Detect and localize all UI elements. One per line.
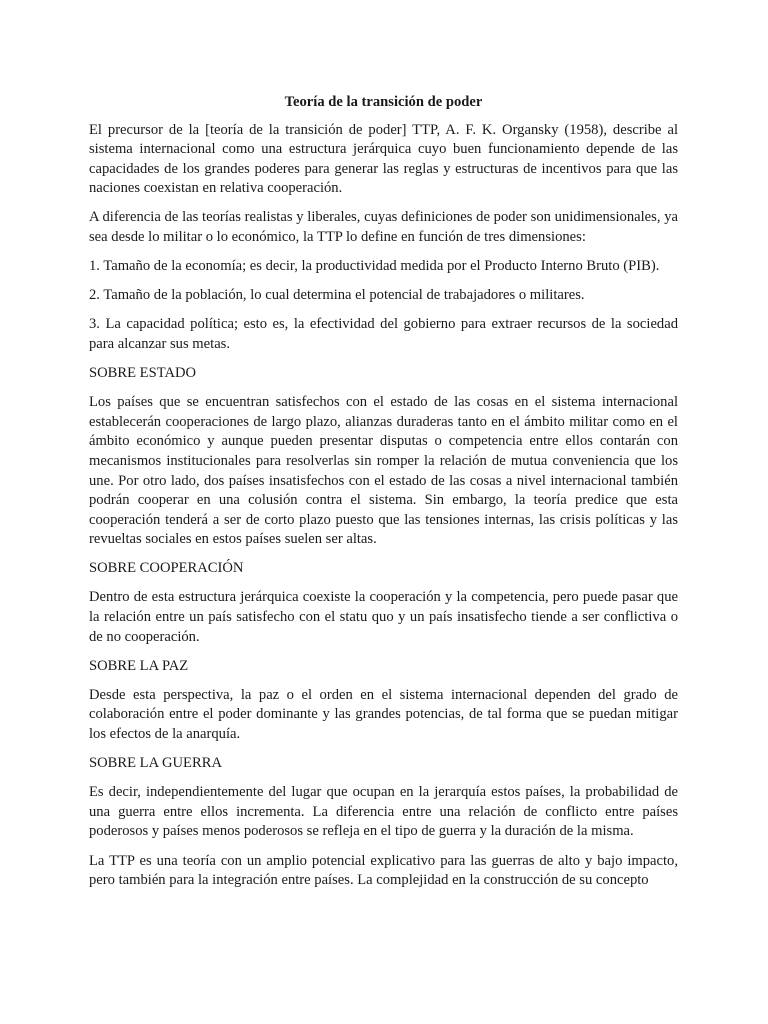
dimension-item-political-capacity: 3. La capacidad política; esto es, la efectividad del gobierno para extraer recursos de la sociedad para alcanzar sus metas. bbox=[89, 316, 678, 352]
section-text-paz: Desde esta perspectiva, la paz o el orden en el sistema internacional dependen del grado de colaboración entre el poder dominante y las grandes potencias, de tal forma que se puedan mitigar los efectos de la anarquía. bbox=[89, 686, 678, 743]
section-text-cooperacion: Dentro de esta estructura jerárquica coexiste la cooperación y la competencia, pero puede pasar que la relación entre un país satisfecho con el statu quo y un país insatisfecho tiende a ser conflictiva o de no cooperación. bbox=[89, 589, 678, 645]
section-heading-guerra: SOBRE LA GUERRA bbox=[89, 755, 222, 772]
section-text-estado: Los países que se encuentran satisfechos con el estado de las cosas en el sistema internacional establecerán cooperaciones de largo plazo, alianzas duraderas tanto en el ámbito militar como en el ámbito económico y aunque pueden presentar disputas o competencia entre ellos contarán con mecanismos institucionales para resolverlas sin romper la relación de mutua conveniencia que los une. Por otro lado, dos países insatisfechos con el estado de las cosas a nivel internacional también podrán cooperar en una colusión contra el sistema. Sin embargo, la teoría predice que esta cooperación tenderá a ser de corto plazo puesto que las tensiones internas, las crisis políticas y las revueltas sociales en estos países suelen ser altas. bbox=[89, 394, 678, 548]
dimension-item-economy: 1. Tamaño de la economía; es decir, la productividad medida por el Producto Interno Bruto (PIB). bbox=[89, 258, 660, 275]
dimensions-intro-paragraph: A diferencia de las teorías realistas y liberales, cuyas definiciones de poder son unidimensionales, ya sea desde lo militar o lo económico, la TTP lo define en función de tres dimensiones: bbox=[89, 209, 678, 246]
section-heading-paz: SOBRE LA PAZ bbox=[89, 657, 189, 674]
document-body bbox=[89, 93, 678, 900]
dimension-item-population: 2. Tamaño de la población, lo cual determina el potencial de trabajadores o militares. bbox=[89, 287, 585, 304]
section-text-guerra: Es decir, independientemente del lugar que ocupan en la jerarquía estos países, la probabilidad de una guerra entre ellos incrementa. La diferencia entre una relación de conflicto entre países poderosos y países menos poderosos se refleja en el tipo de guerra y la duración de la misma. bbox=[89, 784, 678, 840]
section-heading-estado: SOBRE ESTADO bbox=[89, 365, 197, 382]
intro-paragraph: El precursor de la [teoría de la transición de poder] TTP, A. F. K. Organsky (1958), describe al sistema internacional como una estructura jerárquica cuyo buen funcionamiento depende de las capacidades de los grandes poderes para generar las reglas y estructuras de incentivos para que las naciones coexistan en relativa cooperación. bbox=[89, 121, 678, 197]
section-heading-cooperacion: SOBRE COOPERACIÓN bbox=[89, 560, 244, 577]
closing-paragraph: La TTP es una teoría con un amplio potencial explicativo para las guerras de alto y bajo impacto, pero también para la integración entre países. La complejidad en la construcción de su concepto bbox=[89, 852, 678, 889]
document-title: Teoría de la transición de poder bbox=[284, 94, 483, 110]
